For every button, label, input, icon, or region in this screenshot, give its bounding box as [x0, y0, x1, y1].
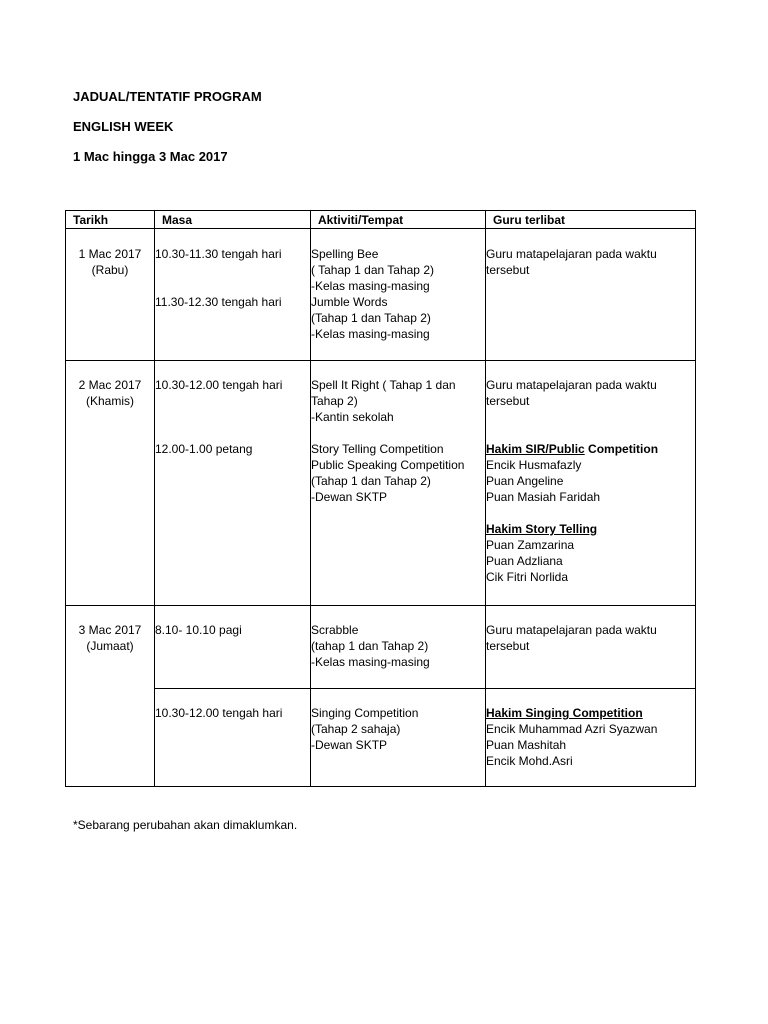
judge-name: Encik Mohd.Asri [486, 754, 573, 768]
activity-cell-day2 [311, 361, 486, 606]
table-row-day1 [66, 229, 696, 361]
activity-line: -Kelas masing-masing [311, 279, 430, 293]
activity-line: Singing Competition [311, 706, 419, 720]
date-cell-day3 [66, 606, 155, 787]
activity-line: (tahap 1 dan Tahap 2) [311, 639, 429, 653]
activity-line: ( Tahap 1 dan Tahap 2) [311, 263, 434, 277]
teachers-day3: Guru matapelajaran pada waktu tersebut [486, 623, 657, 653]
activity-line: Spelling Bee [311, 247, 379, 261]
time-day1-slot1: 10.30-11.30 tengah hari [155, 247, 282, 261]
time-cell-day3b [155, 689, 311, 787]
teachers-cell-day3a [486, 606, 696, 689]
activity-line: -Kantin sekolah [311, 410, 394, 424]
activity-line: (Tahap 2 sahaja) [311, 722, 401, 736]
judges-sir-title: Hakim SIR/Public Competition [486, 442, 659, 456]
teachers-cell-day1 [486, 229, 696, 361]
activity-line: Story Telling Competition [311, 442, 444, 456]
time-cell-day1 [155, 229, 311, 361]
date-day2: 2 Mac 2017 [78, 378, 142, 392]
activity-line: Public Speaking Competition [311, 458, 465, 472]
date-cell-day1 [66, 229, 155, 361]
date-cell-day2 [66, 361, 155, 606]
column-header-activity: Aktiviti/Tempat [311, 211, 486, 229]
activity-line: (Tahap 1 dan Tahap 2) [311, 474, 431, 488]
time-day1-slot2: 11.30-12.30 tengah hari [155, 295, 282, 309]
table-header-row [66, 211, 696, 229]
activity-line: (Tahap 1 dan Tahap 2) [311, 311, 431, 325]
activity-line: Jumble Words [311, 295, 388, 309]
weekday-day1: (Rabu) [91, 263, 129, 277]
activity-line: -Dewan SKTP [311, 490, 388, 504]
date-day1: 1 Mac 2017 [78, 247, 142, 261]
activity-cell-day1 [311, 229, 486, 361]
activity-line: Scrabble [311, 623, 359, 637]
event-dates: 1 Mac hingga 3 Mac 2017 [73, 149, 228, 164]
activity-line: Spell It Right ( Tahap 1 dan Tahap 2) [311, 378, 456, 408]
time-cell-day2 [155, 361, 311, 606]
column-header-time: Masa [155, 211, 311, 229]
judge-name: Encik Husmafazly [486, 458, 582, 472]
table-row-day3b [66, 689, 696, 787]
teachers-cell-day2 [486, 361, 696, 606]
weekday-day3: (Jumaat) [86, 639, 134, 653]
judge-name: Puan Angeline [486, 474, 564, 488]
judge-name: Cik Fitri Norlida [486, 570, 569, 584]
judges-singing-title: Hakim Singing Competition [486, 706, 643, 720]
column-header-teachers: Guru terlibat [486, 211, 696, 229]
time-cell-day3a [155, 606, 311, 689]
schedule-table [65, 210, 696, 787]
time-day3-slot1: 8.10- 10.10 pagi [155, 623, 242, 637]
teachers-day1: Guru matapelajaran pada waktu tersebut [486, 247, 657, 277]
activity-line: -Kelas masing-masing [311, 327, 430, 341]
date-day3: 3 Mac 2017 [78, 623, 142, 637]
event-name: ENGLISH WEEK [73, 119, 174, 134]
judge-name: Encik Muhammad Azri Syazwan [486, 722, 658, 736]
activity-line: -Dewan SKTP [311, 738, 388, 752]
footnote: *Sebarang perubahan akan dimaklumkan. [73, 818, 298, 832]
teachers-day2: Guru matapelajaran pada waktu tersebut [486, 378, 657, 408]
document-title: JADUAL/TENTATIF PROGRAM [73, 89, 262, 104]
column-header-date: Tarikh [66, 211, 155, 229]
judge-name: Puan Masiah Faridah [486, 490, 601, 504]
weekday-day2: (Khamis) [85, 394, 134, 408]
judge-name: Puan Zamzarina [486, 538, 575, 552]
time-day2-slot1: 10.30-12.00 tengah hari [155, 378, 283, 392]
table-row-day2 [66, 361, 696, 606]
judge-name: Puan Mashitah [486, 738, 567, 752]
judge-name: Puan Adzliana [486, 554, 563, 568]
judges-story-title: Hakim Story Telling [486, 522, 598, 536]
time-day2-slot2: 12.00-1.00 petang [155, 442, 253, 456]
activity-cell-day3a [311, 606, 486, 689]
teachers-cell-day3b [486, 689, 696, 787]
time-day3-slot2: 10.30-12.00 tengah hari [155, 706, 283, 720]
table-row-day3a [66, 606, 696, 689]
activity-line: -Kelas masing-masing [311, 655, 430, 669]
activity-cell-day3b [311, 689, 486, 787]
